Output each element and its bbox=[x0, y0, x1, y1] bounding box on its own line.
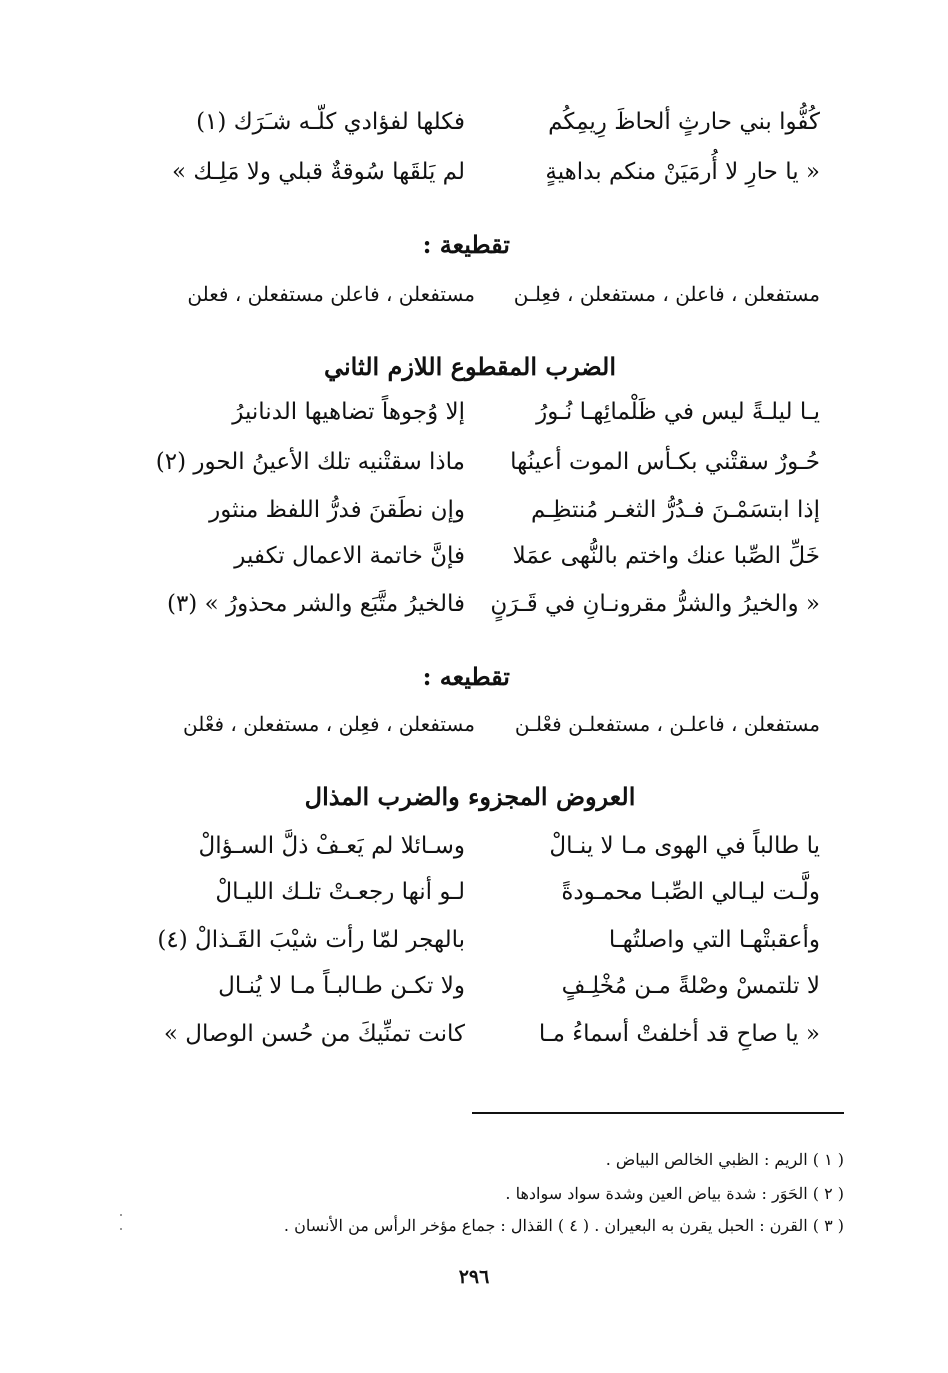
verse-second-hemistich: فالخيرُ متَّبَع والشر محذورُ » (٣) bbox=[166, 591, 465, 617]
scansion-line bbox=[120, 276, 820, 312]
section-heading-taqti: تقطيعة : bbox=[422, 230, 510, 259]
verse-first-hemistich: « يا حارِ لا أُرمَيَنْ منكم بداهيةٍ bbox=[545, 159, 820, 185]
section-heading-arud: العروض المجزوء والضرب المذال bbox=[304, 782, 636, 811]
verse-second-hemistich: فكلها لفؤادي كلّـه شـَرَك (١) bbox=[196, 109, 465, 135]
verse-second-hemistich: بالهجر لمّا رأت شيْبَ القَـذالْ (٤) bbox=[157, 927, 465, 953]
verse-second-hemistich: فإنَّ خاتمة الاعمال تكفير bbox=[234, 543, 465, 569]
verse-line bbox=[120, 392, 820, 432]
scansion-first-half: مستفعلن ، فاعلن ، مستفعلن ، فعِلـن bbox=[513, 282, 820, 306]
verse-first-hemistich: خَلِّ الصِّبا عنك واختم بالنُّهى عمَلا bbox=[512, 543, 820, 569]
verse-first-hemistich: إذا ابتسَمْـنَ فـدُرُّ الثغـر مُنتظِـم bbox=[531, 497, 820, 523]
scan-speck bbox=[120, 1214, 122, 1216]
verse-line bbox=[120, 920, 820, 960]
verse-first-hemistich: ولَّـت ليـالي الصِّبـا محمـودةً bbox=[561, 879, 820, 905]
verse-line bbox=[120, 536, 820, 576]
scansion-line bbox=[120, 706, 820, 742]
verse-line bbox=[120, 490, 820, 530]
page-number: ٢٩٦ bbox=[458, 1266, 490, 1288]
verse-first-hemistich: « والخيرُ والشرُّ مقرونـانِ في قَـرَنٍ bbox=[490, 591, 820, 617]
verse-second-hemistich: إلا وُجوهاً تضاهيها الدنانيرُ bbox=[232, 399, 465, 425]
verse-line bbox=[120, 102, 820, 142]
verse-line bbox=[120, 1014, 820, 1054]
verse-second-hemistich: لم يَلقَها سُوقةٌ قبلي ولا مَلِـك » bbox=[172, 159, 465, 185]
section-heading-darb: الضرب المقطوع اللازم الثاني bbox=[323, 352, 617, 381]
verse-first-hemistich: « يا صاحِ قد أخلفتْ أسماءُ مـا bbox=[538, 1021, 820, 1047]
verse-second-hemistich: وسـائلا لم يَعـفْ ذلَّ السـؤالْ bbox=[198, 833, 465, 859]
footnote-divider bbox=[472, 1112, 844, 1114]
verse-first-hemistich: حُـورٌ سقتْني بكـأس الموت أعينُها bbox=[510, 449, 820, 475]
scansion-second-half: مستفعلن ، فاعلن مستفعلن ، فعلن bbox=[187, 282, 475, 306]
verse-line bbox=[120, 872, 820, 912]
verse-first-hemistich: يا طالباً في الهوى مـا لا ينـالْ bbox=[549, 833, 820, 859]
verse-line bbox=[120, 966, 820, 1006]
verse-second-hemistich: وإن نطَقنَ فدرُّ اللفظ منثور bbox=[209, 497, 465, 523]
verse-second-hemistich: لـو أنها رجعـتْ تلـك الليـالْ bbox=[215, 879, 465, 905]
verse-second-hemistich: ولا تكـن طـالبـاً مـا لا يُنـال bbox=[218, 973, 465, 999]
scansion-first-half: مستفعلن ، فاعلـن ، مستفعلـن فعْلـن bbox=[514, 712, 820, 736]
section-heading-taqti: تقطيعه : bbox=[422, 662, 510, 691]
footnote: ( ٢ ) الحَوَر : شدة بياض العين وشدة سواد سوادها . bbox=[505, 1184, 844, 1203]
footnote: ( ٣ ) القرن : الحبل يقرن به البعيران . ( ٤ ) القذال : جماع مؤخر الرأس من الأنسان . bbox=[283, 1216, 844, 1235]
scansion-second-half: مستفعلن ، فعِلن ، مستفعلن ، فعْلن bbox=[182, 712, 475, 736]
verse-line bbox=[120, 584, 820, 624]
verse-second-hemistich: كانت تمنِّيكَ من حُسن الوصال » bbox=[163, 1021, 465, 1047]
verse-line bbox=[120, 152, 820, 192]
footnote: ( ١ ) الريم : الظبي الخالص البياض . bbox=[605, 1150, 844, 1169]
verse-first-hemistich: وأعقبتْهـا التي واصلتُهـا bbox=[608, 927, 820, 953]
verse-second-hemistich: ماذا سقتْنيه تلك الأعينُ الحور (٢) bbox=[155, 449, 465, 475]
verse-first-hemistich: كُفُّوا بني حارثٍ ألحاظَ رِيمِكُم bbox=[548, 109, 820, 135]
verse-first-hemistich: يـا ليلـةً ليس في ظَلْمائِهـا نُـورُ bbox=[536, 399, 820, 425]
scan-speck bbox=[120, 1228, 122, 1230]
verse-line bbox=[120, 442, 820, 482]
verse-line bbox=[120, 826, 820, 866]
verse-first-hemistich: لا تلتمسْ وصْلةً مـن مُخْلِـفٍ bbox=[561, 973, 820, 999]
